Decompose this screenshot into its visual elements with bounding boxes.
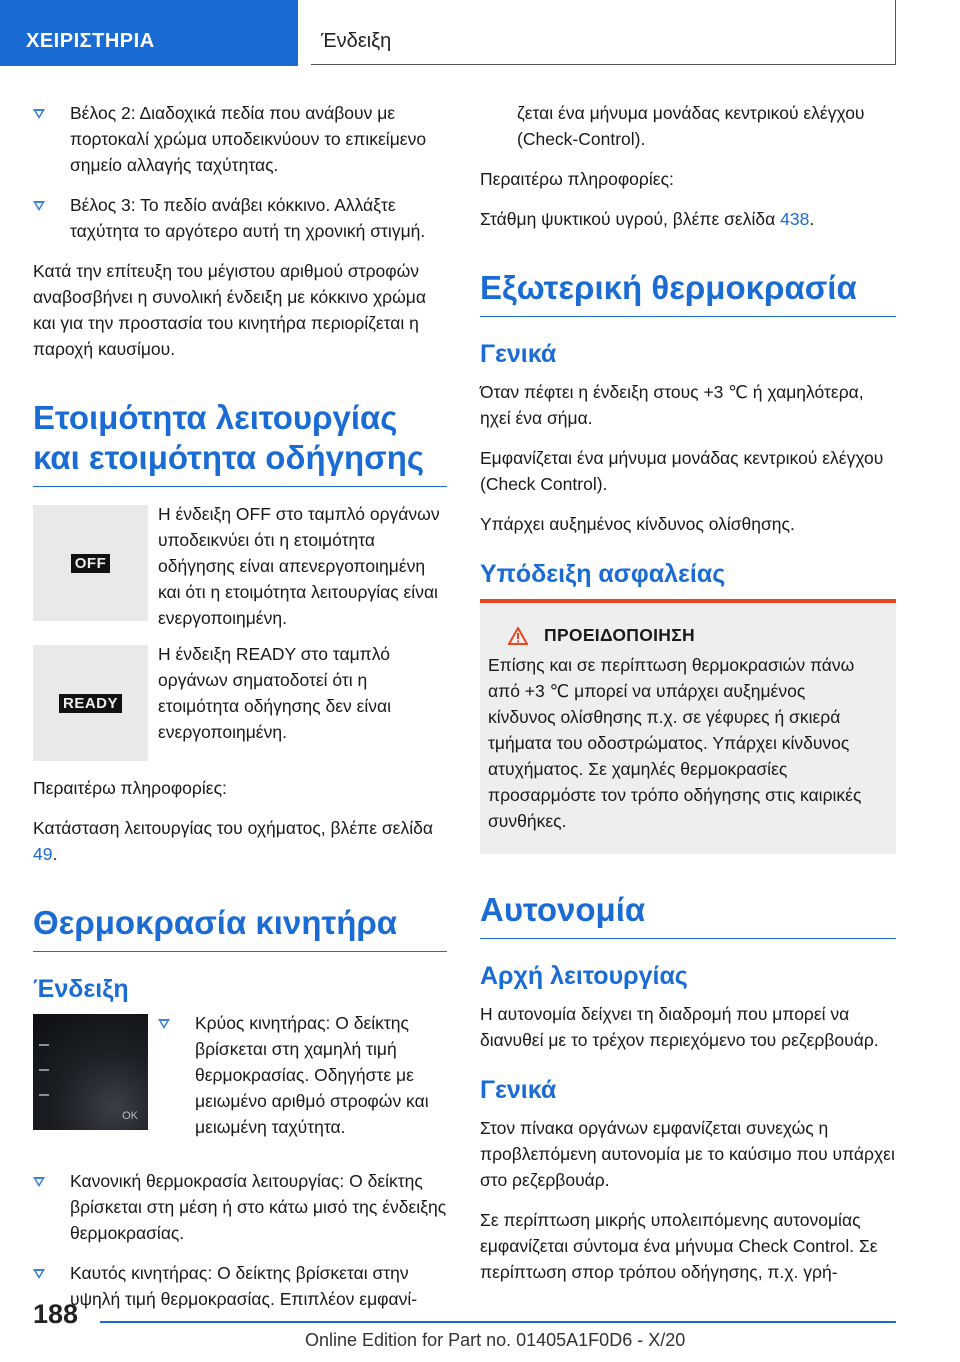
bullet-text: Βέλος 2: Διαδοχικά πεδία που ανάβουν με πορτοκαλί χρώμα υποδεικνύουν το επικείμενο σημείο αλλαγής ταχύτητας. [70, 103, 427, 175]
off-figure-row [33, 505, 447, 631]
ready-indicator-label: READY [59, 694, 122, 713]
range-principle-text: Η αυτονομία δείχνει τη διαδρομή που μπορεί να διανυθεί με το τρέχον περιεχόμενο του ρεζερβουάρ. [480, 1004, 879, 1050]
triangle-bullet-icon [33, 1269, 45, 1279]
ready-indicator-image [33, 645, 148, 761]
left-column [33, 100, 447, 1326]
reference-text: Κατάσταση λειτουργίας του οχήματος, βλέπε σελίδα [33, 818, 433, 838]
range-general-p2: Σε περίπτωση μικρής υπολειπόμενης αυτονομίας εμφανίζεται σύντομα ένα μήνυμα Check Control. Σε περίπτωση σπορ τρόπου οδήγησης, π.χ. γρή- [480, 1210, 878, 1282]
more-info-label: Περαιτέρω πληροφορίες: [33, 778, 227, 798]
gauge-tick [39, 1069, 49, 1071]
gauge-tick [39, 1094, 49, 1096]
heading-ready: Ετοιμότητα λειτουργίας και ετοιμότητα οδήγησης [33, 398, 447, 487]
off-indicator-label: OFF [71, 554, 111, 573]
ready-description: Η ένδειξη READY στο ταμπλό οργάνων σηματοδοτεί ότι η ετοιμότητα οδήγησης δεν είναι ενεργοποιημένη. [158, 644, 392, 742]
warning-box [480, 599, 896, 854]
off-indicator-image [33, 505, 148, 621]
bullet-cold-engine [158, 1010, 447, 1140]
heading-general-2: Γενικά [480, 1076, 557, 1104]
header-section-title: ΧΕΙΡΙΣΤΗΡΙΑ [26, 30, 155, 52]
heading-general: Γενικά [480, 340, 557, 368]
outside-temp-p3: Υπάρχει αυξημένος κίνδυνος ολίσθησης. [480, 514, 795, 534]
header-topic-title: Ένδειξη [321, 30, 392, 52]
outside-temp-p2: Εμφανίζεται ένα μήνυμα μονάδας κεντρικού ελέγχου (Check Control). [480, 448, 884, 494]
footer-rule [100, 1321, 896, 1323]
gauge-ok-label: OK [122, 1110, 138, 1122]
heading-principle: Αρχή λειτουργίας [480, 962, 688, 990]
heading-engine-temp: Θερμοκρασία κινητήρα [33, 903, 447, 952]
reference-text: Στάθμη ψυκτικού υγρού, βλέπε σελίδα [480, 209, 776, 229]
header-section-tab [0, 0, 298, 66]
warning-title: ΠΡΟΕΙΔΟΠΟΙΗΣΗ [544, 625, 695, 645]
triangle-bullet-icon [33, 1177, 45, 1187]
bullet-arrow-3 [33, 192, 447, 244]
bullet-text: Κανονική θερμοκρασία λειτουργίας: Ο δείκτης βρίσκεται στη μέση ή στο κάτω μισό της ένδειξης θερμοκρασίας. [70, 1171, 447, 1243]
bullet-normal-temp [33, 1168, 447, 1246]
off-description: Η ένδειξη OFF στο ταμπλό οργάνων υποδεικνύει ότι η ετοιμότητα οδήγησης είναι απενεργοποιημένη και ότι η ετοιμότητα λειτουργίας είναι ενεργοποιημένη. [158, 504, 440, 628]
triangle-bullet-icon [158, 1019, 170, 1029]
vehicle-state-reference: Κατάσταση λειτουργίας του οχήματος, βλέπε σελίδα 49. [33, 818, 433, 864]
header-topic-tab [311, 0, 896, 65]
heading-outside-temp: Εξωτερική θερμοκρασία [480, 268, 896, 317]
bullet-text: Κρύος κινητήρας: Ο δείκτης βρίσκεται στη χαμηλή τιμή θερμοκρασίας. Οδηγήστε με μειωμένο αριθμό στροφών και μειωμένη ταχύτητα. [195, 1013, 429, 1137]
bullet-arrow-2 [33, 100, 447, 178]
bullet-text: Καυτός κινητήρας: Ο δείκτης βρίσκεται στην υψηλή τιμή θερμοκρασίας. Επιπλέον εμφανί- [70, 1263, 418, 1309]
outside-temp-p1: Όταν πέφτει η ένδειξη στους +3 ℃ ή χαμηλότερα, ηχεί ένα σήμα. [480, 382, 864, 428]
max-rpm-paragraph: Κατά την επίτευξη του μέγιστου αριθμού στροφών αναβοσβήνει η συνολική ένδειξη με κόκκινο χρώμα και για την προστασία του κινητήρα περιορίζεται η παροχή καυσίμου. [33, 261, 426, 359]
bullet-text: Βέλος 3: Το πεδίο ανάβει κόκκινο. Αλλάξτε ταχύτητα το αργότερο αυτή τη χρονική στιγμή. [70, 195, 426, 241]
page-link-49[interactable]: 49 [33, 844, 53, 864]
page-link-438[interactable]: 438 [780, 209, 810, 229]
coolant-reference: Στάθμη ψυκτικού υγρού, βλέπε σελίδα 438. [480, 209, 815, 229]
continued-bullet-text: ζεται ένα μήνυμα μονάδας κεντρικού ελέγχου (Check-Control). [517, 103, 865, 149]
gauge-tick [39, 1044, 49, 1046]
warning-text: Επίσης και σε περίπτωση θερμοκρασιών πάνω από +3 ℃ μπορεί να υπάρχει αυξημένος κίνδυνος ολίσθησης π.χ. σε γέφυρες ή σκιερά τμήματα του οδοστρώματος. Υπάρχει κίνδυνος ατυχήματος. Σε χαμηλές θερμοκρασίες προσαρμόστε τον τρόπο οδήγησης στις καιρικές συνθήκες. [488, 655, 862, 831]
heading-range: Αυτονομία [480, 890, 896, 939]
temperature-gauge-image [33, 1014, 148, 1130]
heading-display: Ένδειξη [33, 975, 129, 1003]
edition-footer: Online Edition for Part no. 01405A1F0D6 - X/20 [305, 1330, 686, 1350]
page-number: 188 [33, 1299, 79, 1329]
range-general-p1: Στον πίνακα οργάνων εμφανίζεται συνεχώς η προβλεπόμενη αυτονομία με το καύσιμο που υπάρχει στο ρεζερβουάρ. [480, 1118, 895, 1190]
more-info-label: Περαιτέρω πληροφορίες: [480, 169, 674, 189]
gauge-figure-row [33, 1014, 447, 1154]
triangle-bullet-icon [33, 201, 45, 211]
warning-header [508, 625, 876, 646]
warning-triangle-icon [508, 627, 528, 645]
right-column [480, 100, 896, 1299]
ready-figure-row [33, 645, 447, 761]
triangle-bullet-icon [33, 109, 45, 119]
bullet-hot-engine [33, 1260, 447, 1312]
heading-safety: Υπόδειξη ασφαλείας [480, 560, 726, 588]
